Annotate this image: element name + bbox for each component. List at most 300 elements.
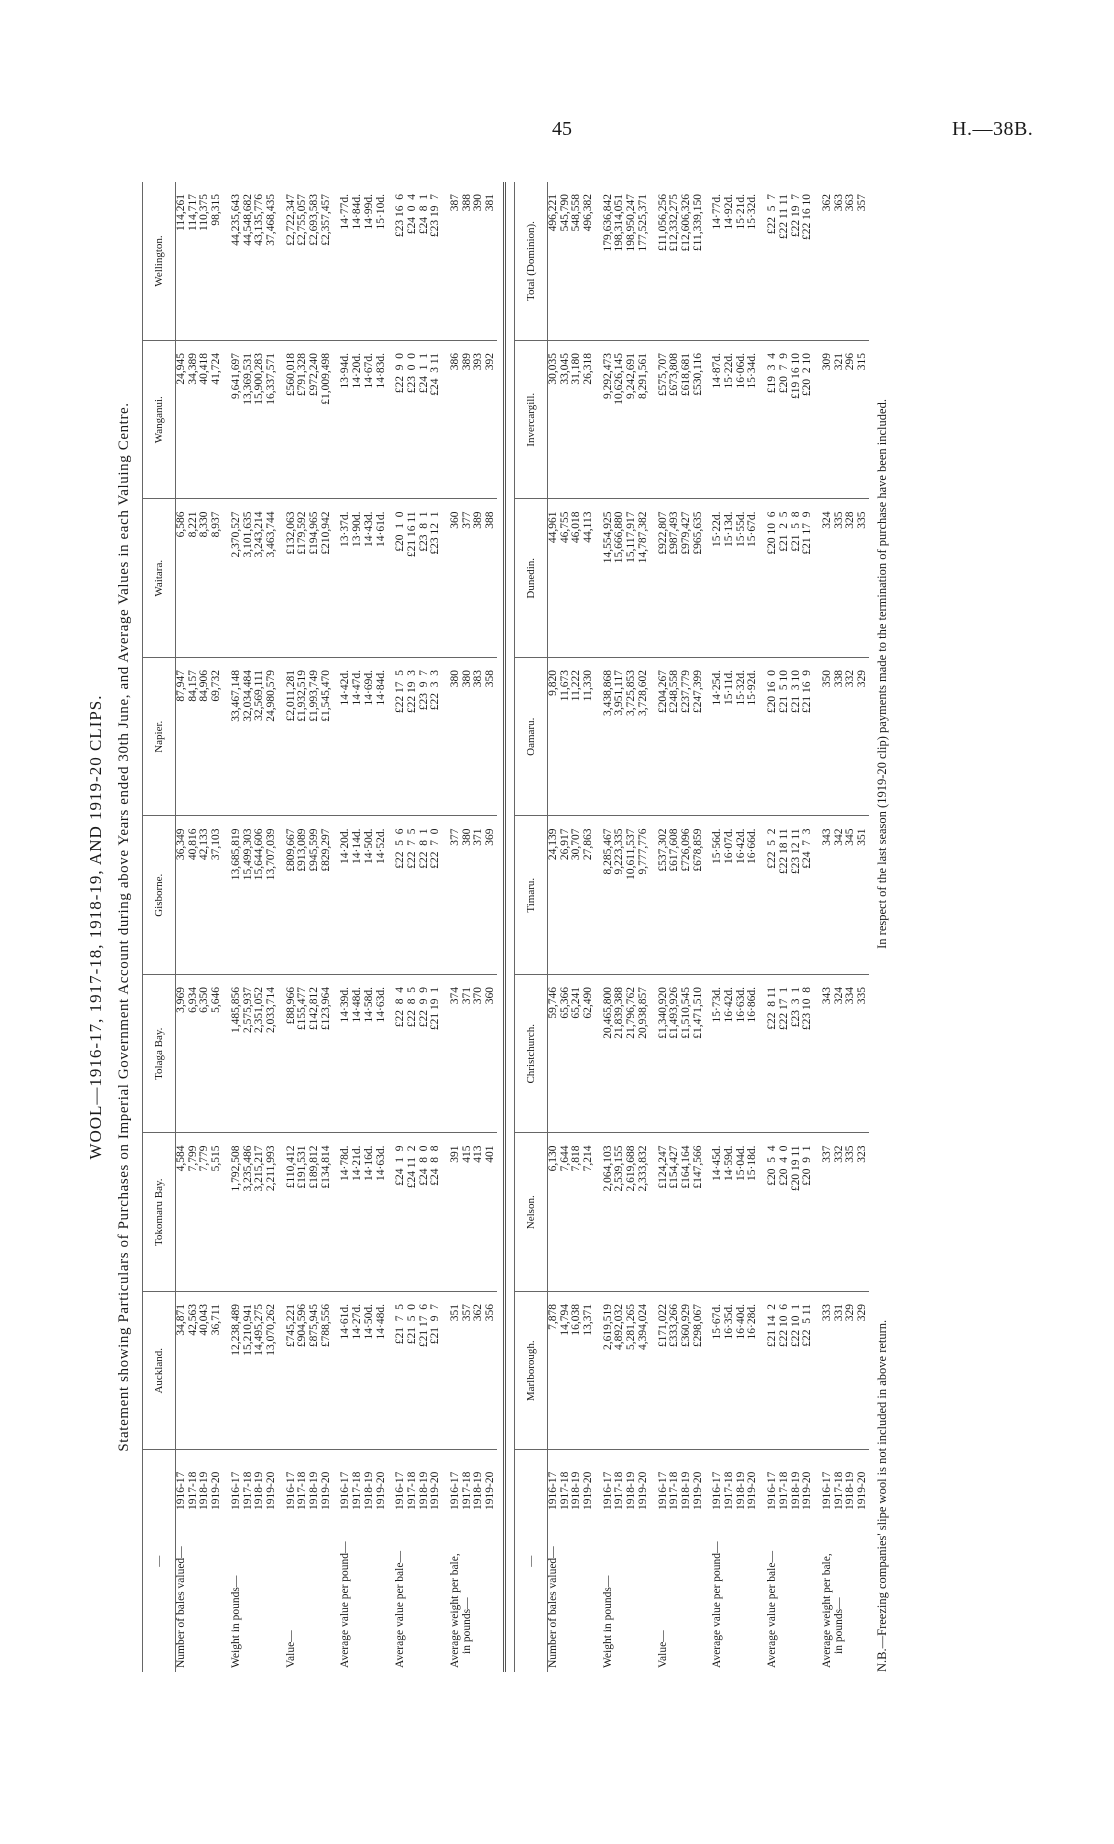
table-cell: 371 [462,975,474,1134]
table-cell: £88,966 [286,975,298,1134]
table-cell: £24 8 8 [430,1133,442,1292]
table-cell: £1,471,510 [693,975,705,1134]
table-cell: 2,333,832 [638,1133,650,1292]
table-cell: 84,906 [199,658,211,817]
table-cell: £22 5 6 [395,816,407,975]
table-cell: 40,043 [199,1292,211,1451]
table-cell: £164,164 [681,1133,693,1292]
table-cell: 545,790 [560,182,572,341]
table-cell: 2,370,527 [231,499,243,658]
table-cell: £333,266 [669,1292,681,1451]
table-cell: 13,685,819 [231,816,243,975]
row-label [560,1512,572,1672]
table-cell: £922,807 [658,499,670,658]
table-cell: 3,951,117 [614,658,626,817]
table-row [231,182,243,1672]
footnote-payments: In respect of the last season (1919-20 clip) payments made to the termination of purchase have been included. [874,399,889,949]
column-header-centre: Marlborough. [514,1292,547,1451]
table-cell: £21 7 5 [395,1292,407,1451]
row-year: 1917-18 [460,1471,473,1510]
table-cell: 329 [857,658,869,817]
table-row [199,182,211,1672]
table-cell: £20 2 10 [802,341,814,500]
column-header-centre: Timaru. [514,816,547,975]
table-cell: 16·06d. [736,341,748,500]
table-cell: 15·10d. [376,182,388,341]
table-cell: £23 19 7 [430,182,442,341]
column-header-centre: Napier. [143,658,176,817]
row-label [364,1512,376,1672]
table-cell: 14·63d. [376,1133,388,1292]
table-cell: 20,465,800 [603,975,615,1134]
table-cell: £22 8 1 [419,816,431,975]
table-cell: 14·48d. [352,975,364,1134]
table-cell: 14·27d. [352,1292,364,1451]
row-label [626,1512,638,1672]
statement-subtitle: Statement showing Particulars of Purchases on Imperial Government Account during above Years ended 30th June, and Average Values in each Valuing Centre. [116,402,132,1452]
table-cell: 14·92d. [724,182,736,341]
row-year: 1917-18 [296,1471,309,1510]
table-cell: 13,371 [583,1292,595,1451]
table-cell: 362 [822,182,834,341]
table-cell: 15·18d. [747,1133,759,1292]
table-cell: 548,558 [571,182,583,341]
table-cell: 41,724 [211,341,223,500]
table-row [779,182,791,1672]
table-cell: £22 9 0 [395,341,407,500]
table-cell: £155,477 [297,975,309,1134]
table-row [211,182,223,1672]
table-row [693,182,705,1672]
table-cell: 8,937 [211,499,223,658]
row-label: in pounds— [832,1597,845,1654]
table-cell: 110,375 [199,182,211,341]
row-label: Average value per pound— [339,1541,352,1668]
table-cell: 15·13d. [724,499,736,658]
table-cell: 44,548,682 [243,182,255,341]
row-label [473,1512,485,1672]
table-cell: 14·14d. [352,816,364,975]
table-cell: 10,626,145 [614,341,626,500]
table-cell: 15,644,606 [254,816,266,975]
table-cell: £23 0 0 [407,341,419,500]
row-year: 1919-20 [429,1471,442,1510]
table-cell: £972,240 [309,341,321,500]
table-cell: £1,545,470 [321,658,333,817]
table-cell: 7,779 [199,1133,211,1292]
table-cell: 3,243,214 [254,499,266,658]
header-row [514,182,547,1672]
table-cell: £21 14 2 [767,1292,779,1451]
table-cell: 387 [450,182,462,341]
table-cell: 5,281,265 [626,1292,638,1451]
table-cell: £247,399 [693,658,705,817]
table-cell: 14·48d. [376,1292,388,1451]
table-row [376,182,388,1672]
table-cell: 3,463,744 [266,499,278,658]
table-cell: 332 [845,658,857,817]
table-cell: 14·77d. [712,182,724,341]
table-cell: 15·21d. [736,182,748,341]
column-header-centre: Auckland. [143,1292,176,1451]
table-cell: 16·35d. [724,1292,736,1451]
table-cell: 13·94d. [340,341,352,500]
row-label [407,1512,419,1672]
row-spacer [759,182,767,1672]
table-cell: £726,096 [681,816,693,975]
table-cell: 14·83d. [376,341,388,500]
row-label [430,1512,442,1672]
table-cell: 14·99d. [364,182,376,341]
table-cell: £22 3 3 [430,658,442,817]
row-year: 1918-19 [472,1471,485,1510]
table-cell: 11,330 [583,658,595,817]
table-cell: 15·11d. [724,658,736,817]
table-row [822,182,834,1672]
row-year: 1917-18 [723,1471,736,1510]
table-cell: 37,103 [211,816,223,975]
row-year: 1919-20 [636,1471,649,1510]
table-cell: 14·58d. [364,975,376,1134]
table-cell: £110,412 [286,1133,298,1292]
table-cell: 342 [834,816,846,975]
table-cell: 14,794 [560,1292,572,1451]
table-cell: 87,947 [176,658,188,817]
table-cell: £11,056,256 [658,182,670,341]
table-cell: 34,871 [176,1292,188,1451]
table-cell: 14·52d. [376,816,388,975]
column-header-centre: Dunedin. [514,499,547,658]
table-cell: £2,755,057 [297,182,309,341]
table-cell: 13·90d. [352,499,364,658]
table-cell: £618,681 [681,341,693,500]
table-cell: 496,382 [583,182,595,341]
table-cell: £22 10 1 [791,1292,803,1451]
row-year: 1918-19 [198,1471,211,1510]
table-cell: £22 18 11 [779,816,791,975]
row-label [845,1512,857,1672]
column-header-centre: Invercargill. [514,341,547,500]
table-cell: 33,467,148 [231,658,243,817]
table-cell: 391 [450,1133,462,1292]
table-cell: 16·42d. [724,975,736,1134]
table-cell: 15,117,917 [626,499,638,658]
table-cell: 2,064,103 [603,1133,615,1292]
row-year: 1918-19 [679,1471,692,1510]
row-label [321,1512,333,1672]
row-label [736,1512,748,1672]
table-cell: £147,566 [693,1133,705,1292]
statistics-table-lower [514,182,869,1672]
statement-title: WOOL—1916-17, 1917-18, 1918-19, AND 1919-20 CLIPS. [86,694,105,1160]
table-cell: 42,563 [188,1292,200,1451]
table-cell: £575,707 [658,341,670,500]
table-cell: 9,641,697 [231,341,243,500]
table-cell: 14·77d. [340,182,352,341]
table-cell: 356 [485,1292,497,1451]
table-row [462,182,474,1672]
table-cell: £22 8 5 [407,975,419,1134]
table-cell: 360 [450,499,462,658]
table-cell: 8,330 [199,499,211,658]
table-cell: 2,619,519 [603,1292,615,1451]
table-cell: 15·56d. [712,816,724,975]
table-cell: 16,038 [571,1292,583,1451]
table-cell: 1,792,508 [231,1133,243,1292]
table-cell: £23 16 6 [395,182,407,341]
table-cell: £191,531 [297,1133,309,1292]
table-row [767,182,779,1672]
table-cell: 198,950,247 [626,182,638,341]
table-cell: £21 9 7 [430,1292,442,1451]
table-row [658,182,670,1672]
row-year: 1919-20 [374,1471,387,1510]
table-cell: £21 3 10 [791,658,803,817]
table-cell: 59,746 [547,975,559,1134]
row-spacer [814,182,822,1672]
table-cell: £904,596 [297,1292,309,1451]
table-cell: 15·22d. [724,341,736,500]
row-label [802,1512,814,1672]
row-label: Number of bales valued— [546,1546,559,1668]
table-cell: £132,063 [286,499,298,658]
row-year: 1916-17 [229,1471,242,1510]
row-label [243,1512,255,1672]
table-cell: 36,349 [176,816,188,975]
table-cell: 309 [822,341,834,500]
table-cell: 26,917 [560,816,572,975]
table-cell: 34,389 [188,341,200,500]
table-cell: £21 5 10 [779,658,791,817]
table-cell: 389 [473,499,485,658]
table-row [297,182,309,1672]
table-cell: 363 [834,182,846,341]
table-cell: 2,211,993 [266,1133,278,1292]
table-cell: 338 [834,658,846,817]
table-cell: £788,556 [321,1292,333,1451]
row-label [638,1512,650,1672]
table-cell: 496,221 [547,182,559,341]
table-cell: 4,892,032 [614,1292,626,1451]
table-cell: £2,722,347 [286,182,298,341]
table-cell: 21,796,762 [626,975,638,1134]
table-cell: 44,961 [547,499,559,658]
table-cell: 62,490 [583,975,595,1134]
row-label [571,1512,583,1672]
row-year: 1917-18 [558,1471,571,1510]
row-label [297,1512,309,1672]
table-cell: 337 [822,1133,834,1292]
row-label [485,1512,497,1672]
row-year: 1917-18 [186,1471,199,1510]
table-row [747,182,759,1672]
table-cell: 377 [462,499,474,658]
row-spacer [442,182,450,1672]
table-cell: 14·61d. [340,1292,352,1451]
column-header-centre: Wanganui. [143,341,176,500]
table-cell: £20 7 9 [779,341,791,500]
table-cell: £22 5 2 [767,816,779,975]
table-row [571,182,583,1672]
row-label [199,1512,211,1672]
row-label [779,1512,791,1672]
table-cell: 14·39d. [340,975,352,1134]
table-cell: £20 4 0 [779,1133,791,1292]
table-row [188,182,200,1672]
table-cell: 13,369,531 [243,341,255,500]
table-cell: £22 17 1 [779,975,791,1134]
table-cell: 2,619,688 [626,1133,638,1292]
table-cell: 42,133 [199,816,211,975]
table-cell: £1,510,545 [681,975,693,1134]
table-cell: 335 [834,499,846,658]
header-dash: — [514,1450,547,1672]
table-cell: 7,818 [571,1133,583,1292]
table-cell: 9,820 [547,658,559,817]
row-year: 1919-20 [801,1471,814,1510]
row-year: 1919-20 [691,1471,704,1510]
table-cell: £22 11 11 [779,182,791,341]
row-label [583,1512,595,1672]
table-row [547,182,559,1672]
row-year: 1917-18 [613,1471,626,1510]
row-spacer [704,182,712,1672]
table-row [791,182,803,1672]
table-cell: 15·34d. [747,341,759,500]
table-cell: 14·63d. [376,975,388,1134]
table-cell: £913,089 [297,816,309,975]
table-cell: 392 [485,341,497,500]
table-cell: 46,755 [560,499,572,658]
table-cell: 20,938,857 [638,975,650,1134]
table-cell: £23 10 8 [802,975,814,1134]
table-cell: £22 5 7 [767,182,779,341]
table-cell: 15·04d. [736,1133,748,1292]
row-year: 1918-19 [570,1471,583,1510]
table-cell: 413 [473,1133,485,1292]
table-row [802,182,814,1672]
table-cell: 14·84d. [376,658,388,817]
table-cell: 380 [462,816,474,975]
table-row [845,182,857,1672]
row-year: 1917-18 [668,1471,681,1510]
table-row [681,182,693,1672]
table-cell: 10,611,537 [626,816,638,975]
table-cell: 40,816 [188,816,200,975]
table-cell: 15·73d. [712,975,724,1134]
row-label: Average weight per bale, [820,1553,833,1668]
row-label [309,1512,321,1672]
row-label: in pounds— [460,1597,473,1654]
row-year: 1919-20 [856,1471,869,1510]
table-cell: £21 5 0 [407,1292,419,1451]
table-cell: 14,495,275 [254,1292,266,1451]
row-year: 1919-20 [581,1471,594,1510]
table-cell: £20 10 6 [767,499,779,658]
table-cell: 2,575,937 [243,975,255,1134]
row-label [419,1512,431,1672]
table-row [364,182,376,1672]
row-spacer [278,182,286,1672]
table-cell: 198,314,051 [614,182,626,341]
table-cell: £24 8 0 [419,1133,431,1292]
table-cell: 15,666,880 [614,499,626,658]
row-year: 1918-19 [789,1471,802,1510]
table-cell: £11,339,150 [693,182,705,341]
table-cell: £560,018 [286,341,298,500]
table-cell: 84,157 [188,658,200,817]
table-cell: £23 3 1 [791,975,803,1134]
table-cell: 390 [473,182,485,341]
table-row [450,182,462,1672]
row-year: 1916-17 [766,1471,779,1510]
table-cell: 2,033,714 [266,975,278,1134]
column-header-centre: Gisborne. [143,816,176,975]
table-cell: 357 [857,182,869,341]
table-cell: 3,215,217 [254,1133,266,1292]
table-cell: £791,328 [297,341,309,500]
row-spacer [650,182,658,1672]
table-cell: 389 [462,341,474,500]
table-cell: £2,011,281 [286,658,298,817]
table-cell: 3,235,486 [243,1133,255,1292]
table-cell: 16·42d. [736,816,748,975]
row-year: 1919-20 [264,1471,277,1510]
table-cell: 43,135,776 [254,182,266,341]
table-cell: £20 19 11 [791,1133,803,1292]
table-cell: £154,427 [669,1133,681,1292]
table-cell: 357 [462,1292,474,1451]
table-row [395,182,407,1672]
row-label [681,1512,693,1672]
table-row [736,182,748,1672]
table-cell: 377 [450,816,462,975]
table-cell: £809,667 [286,816,298,975]
table-cell: 9,777,776 [638,816,650,975]
table-row [352,182,364,1672]
row-label [266,1512,278,1672]
table-cell: 14·20d. [352,341,364,500]
row-label [614,1512,626,1672]
table-cell: £20 1 0 [395,499,407,658]
table-cell: 7,799 [188,1133,200,1292]
table-cell: 8,291,561 [638,341,650,500]
row-year: 1918-19 [734,1471,747,1510]
row-year: 1918-19 [253,1471,266,1510]
table-cell: 323 [857,1133,869,1292]
table-cell: 14·67d. [364,341,376,500]
table-cell: 65,366 [560,975,572,1134]
row-spacer [595,182,603,1672]
table-cell: 30,035 [547,341,559,500]
table-cell: £22 7 5 [407,816,419,975]
table-cell: £20 5 4 [767,1133,779,1292]
table-cell: £123,964 [321,975,333,1134]
table-cell: £530,116 [693,341,705,500]
table-cell: £12,606,326 [681,182,693,341]
column-header-centre: Waitara. [143,499,176,658]
table-cell: 370 [473,975,485,1134]
row-label: Average value per bale— [394,1551,407,1668]
table-cell: 360 [485,975,497,1134]
table-cell: £22 5 11 [802,1292,814,1451]
rotated-statement [82,182,1022,1672]
footnote-slipe-wool: N.B.—Freezing companies' slipe wool is not included in above return. [874,1319,889,1672]
table-cell: 351 [857,816,869,975]
table-cell: 24,945 [176,341,188,500]
table-cell: 15·92d. [747,658,759,817]
table-cell: 335 [857,975,869,1134]
